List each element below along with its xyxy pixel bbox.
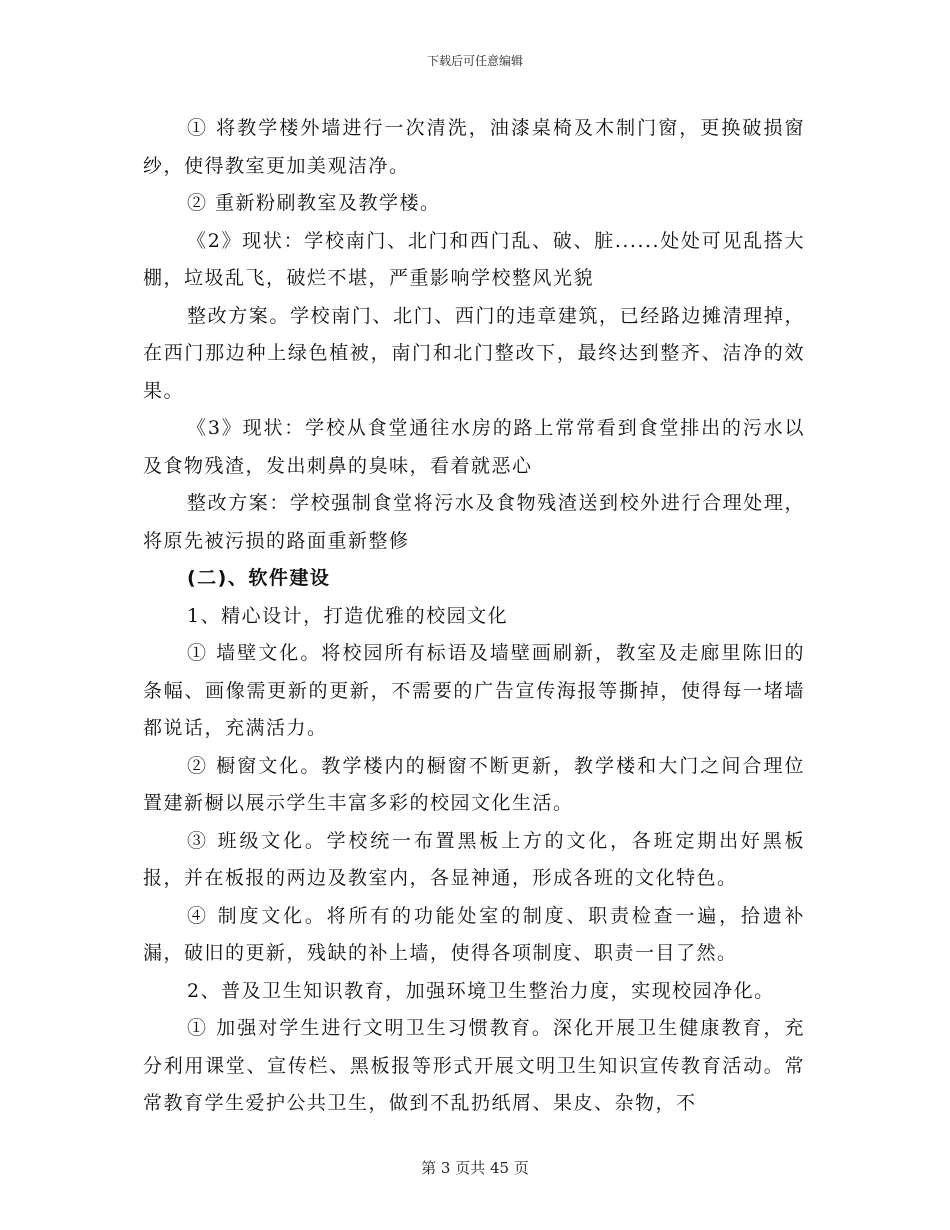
- paragraph-canteen-plan: 整改方案：学校强制食堂将污水及食物残渣送到校外进行合理处理，将原先被污损的路面重新整修: [143, 492, 805, 552]
- paragraph-gates-plan: 整改方案。学校南门、北门、西门的违章建筑，已经路边摊清理掉，在西门那边种上绿色植被，南门和北门整改下，最终达到整齐、洁净的效果。: [143, 304, 805, 402]
- paragraph-campus-culture: 1、精心设计，打造优雅的校园文化: [187, 604, 509, 627]
- section-heading-software: (二)、软件建设: [187, 567, 331, 589]
- paragraph-canteen-status: 《3》现状：学校从食堂通往水房的路上常常看到食堂排出的污水以及食物残渣，发出刺鼻的臭味，看着就恶心: [143, 417, 805, 477]
- page-footer: 第 3 页共 45 页: [421, 1159, 529, 1177]
- paragraph-hygiene-habits: ① 加强对学生进行文明卫生习惯教育。深化开展卫生健康教育，充分利用课堂、宣传栏、黑板报等形式开展文明卫生知识宣传教育活动。常常教育学生爱护公共卫生，做到不乱扔纸屑、果皮、杂物，不: [143, 1017, 805, 1114]
- paragraph-repaint-classrooms: ② 重新粉刷教室及教学楼。: [187, 192, 441, 214]
- page-header: 下载后可任意编辑: [426, 54, 523, 68]
- paragraph-gates-status: 《2》现状：学校南门、北门和西门乱、破、脏......处处可见乱搭大棚，垃圾乱飞，破烂不堪，严重影响学校整风光貌: [143, 229, 805, 289]
- paragraph-wall-culture: ① 墙壁文化。将校园所有标语及墙壁画刷新，教室及走廊里陈旧的条幅、画像需更新的更新，不需要的广告宣传海报等撕掉，使得每一堵墙都说话，充满活力。: [143, 642, 805, 739]
- document-body: [143, 110, 805, 1123]
- paragraph-system-culture: ④ 制度文化。将所有的功能处室的制度、职责检查一遍，拾遗补漏，破旧的更新，残缺的补上墙，使得各项制度、职责一目了然。: [143, 904, 805, 964]
- paragraph-repaint-walls: ① 将教学楼外墙进行一次清洗，油漆桌椅及木制门窗，更换破损窗纱，使得教室更加美观洁净。: [143, 117, 805, 177]
- paragraph-hygiene-education: 2、普及卫生知识教育，加强环境卫生整治力度，实现校园净化。: [187, 979, 775, 1002]
- paragraph-window-culture: ② 橱窗文化。教学楼内的橱窗不断更新，教学楼和大门之间合理位置建新橱以展示学生丰富多彩的校园文化生活。: [143, 754, 805, 814]
- paragraph-class-culture: ③ 班级文化。学校统一布置黑板上方的文化，各班定期出好黑板报，并在板报的两边及教室内，各显神通，形成各班的文化特色。: [143, 829, 805, 889]
